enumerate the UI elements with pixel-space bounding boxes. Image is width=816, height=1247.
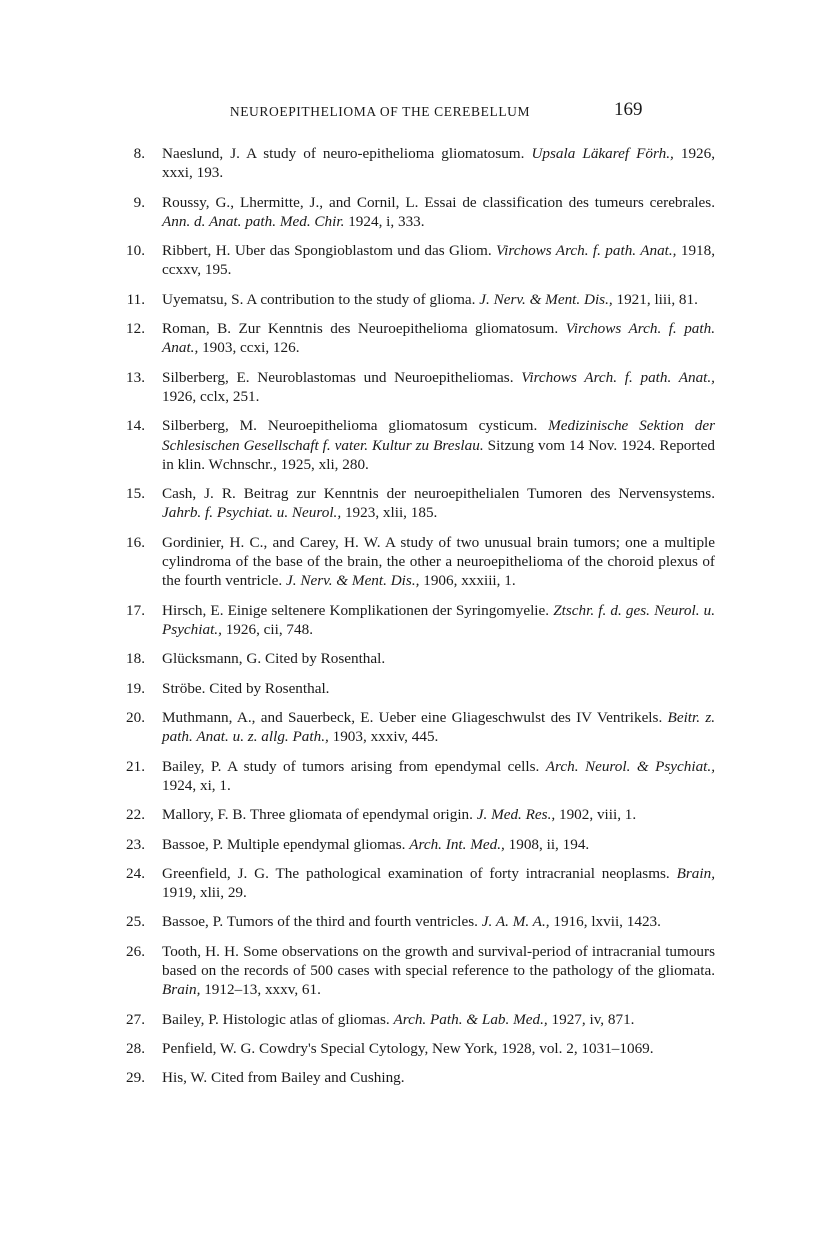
reference-journal: Arch. Int. Med., [409, 835, 505, 853]
reference-authors: Glücksmann, G. [162, 650, 262, 668]
reference-title: Some observations on the growth and survival-period of intracranial tumours based on the records of 500 cases with special reference to the pathology of the gliomata. [162, 942, 715, 980]
reference-item [115, 193, 715, 231]
reference-authors: His, W. [162, 1069, 208, 1087]
running-title: NEUROEPITHELIOMA OF THE CEREBELLUM [229, 104, 531, 119]
reference-list [115, 144, 715, 1098]
reference-item [115, 533, 715, 591]
page-number: 169 [614, 99, 643, 120]
reference-title: Zur Kenntnis des Neuroepithelioma gliomatosum. [238, 320, 559, 338]
reference-authors: Gordinier, H. C., and Carey, H. W. [162, 533, 381, 551]
reference-journal: J. Nerv. & Ment. Dis., [285, 572, 420, 590]
reference-item [115, 484, 715, 522]
reference-number: 18. [126, 650, 145, 668]
reference-item [115, 368, 715, 406]
reference-details: 1908, ii, 194. [508, 835, 590, 853]
reference-journal: J. Nerv. & Ment. Dis., [479, 290, 613, 308]
reference-title: Ueber eine Gliageschwulst des IV Ventrikels. [378, 708, 663, 726]
reference-journal: J. A. M. A., [481, 913, 550, 931]
reference-item [115, 912, 715, 931]
reference-details: Sitzung vom 14 Nov. 1924. Reported in klin. Wchnschr., 1925, xli, 280. [162, 436, 715, 473]
reference-details: 1903, ccxi, 126. [202, 339, 300, 357]
reference-journal: Ann. d. Anat. path. Med. Chir. [162, 212, 345, 230]
reference-authors: Naeslund, J. [162, 145, 240, 162]
reference-journal: Beitr. z. path. Anat. u. z. allg. Path., [162, 708, 716, 746]
reference-item [115, 416, 715, 474]
reference-authors: Hirsch, E. [162, 601, 224, 619]
reference-authors: Bassoe, P. [162, 913, 224, 931]
reference-journal: Upsala Läkaref Förh., [531, 145, 674, 162]
reference-authors: Muthmann, A., and Sauerbeck, E. [162, 708, 374, 726]
reference-details: 1921, liii, 81. [616, 290, 698, 308]
reference-title: Einige seltenere Komplikationen der Syringomyelie. [227, 601, 550, 619]
reference-authors: Bailey, P. [162, 1010, 219, 1028]
reference-authors: Greenfield, J. G. [162, 864, 269, 882]
reference-title: Cited by Rosenthal. [209, 679, 330, 697]
reference-authors: Ströbe. [162, 679, 206, 697]
reference-details: 1906, xxxiii, 1. [423, 572, 516, 590]
reference-item [115, 1068, 715, 1087]
reference-number: 26. [126, 942, 145, 960]
reference-journal: J. Med. Res., [476, 806, 556, 824]
reference-number: 17. [126, 601, 145, 619]
reference-title: Neuroblastomas und Neuroepitheliomas. [257, 368, 514, 386]
reference-details: 1919, xlii, 29. [162, 884, 247, 902]
reference-details: 1916, lxvii, 1423. [553, 913, 661, 931]
reference-title: Cited from Bailey and Cushing. [210, 1069, 405, 1087]
reference-details: 1924, i, 333. [348, 212, 425, 230]
reference-title: Histologic atlas of gliomas. [222, 1010, 390, 1028]
reference-title: Three gliomata of ependymal origin. [249, 806, 473, 824]
reference-item [115, 708, 715, 746]
reference-authors: Mallory, F. B. [162, 806, 247, 824]
reference-number: 14. [126, 417, 145, 435]
reference-journal: Jahrb. f. Psychiat. u. Neurol., [162, 504, 342, 522]
reference-journal: Ztschr. f. d. ges. Neurol. u. Psychiat., [162, 601, 716, 638]
reference-title: Beitrag zur Kenntnis der neuroepithelialen Tumoren des Nervensystems. [243, 485, 716, 503]
reference-number: 13. [126, 368, 145, 386]
reference-title: Essai de classification des tumeurs cerebrales. [424, 193, 715, 211]
reference-title: A study of two unusual brain tumors; one a multiple cylindroma of the base of the brain, the other a neuroepithelioma of the choroid plexus of the fourth ventricle. [162, 533, 715, 590]
reference-number: 9. [133, 193, 145, 211]
reference-title: Cited by Rosenthal. [264, 650, 386, 668]
reference-journal: Medizinische Sektion der Schlesischen Gesellschaft f. vater. Kultur zu Breslau. [162, 417, 715, 454]
reference-number: 10. [126, 242, 145, 260]
reference-item [115, 649, 715, 668]
reference-journal: Virchows Arch. f. path. Anat., [162, 320, 715, 357]
reference-item [115, 805, 715, 824]
reference-details: 1926, xxxi, 193. [162, 145, 716, 182]
reference-details: 1927, iv, 871. [551, 1010, 635, 1028]
reference-number: 8. [133, 145, 145, 162]
reference-journal: Arch. Neurol. & Psychiat., [545, 757, 715, 775]
reference-number: 12. [126, 320, 145, 338]
reference-number: 19. [126, 679, 145, 697]
reference-number: 15. [126, 485, 145, 503]
reference-title: Uber das Spongioblastom und das Gliom. [234, 242, 492, 260]
reference-journal: Virchows Arch. f. path. Anat., [496, 242, 677, 260]
reference-title: Multiple ependymal gliomas. [226, 835, 406, 853]
reference-item [115, 1010, 715, 1029]
reference-item [115, 942, 715, 1000]
reference-title: A study of neuro-epithelioma gliomatosum. [246, 145, 525, 162]
reference-number: 28. [126, 1040, 145, 1058]
reference-number: 22. [126, 806, 145, 824]
reference-journal: Brain, [162, 981, 201, 999]
reference-item [115, 601, 715, 639]
reference-journal: Arch. Path. & Lab. Med., [393, 1010, 548, 1028]
reference-item [115, 679, 715, 698]
reference-item [115, 241, 715, 279]
reference-journal: Virchows Arch. f. path. Anat., [521, 368, 715, 386]
reference-item [115, 864, 715, 902]
reference-authors: Ribbert, H. [162, 242, 231, 260]
reference-number: 29. [126, 1069, 145, 1087]
reference-item [115, 319, 715, 357]
reference-title: The pathological examination of forty intracranial neoplasms. [275, 864, 670, 882]
reference-authors: Bassoe, P. [162, 835, 224, 853]
reference-authors: Roussy, G., Lhermitte, J., and Cornil, L. [162, 193, 419, 211]
reference-title: A study of tumors arising from ependymal cells. [227, 757, 540, 775]
reference-title: Cowdry's Special Cytology, New York, 1928, vol. 2, 1031–1069. [259, 1040, 654, 1058]
reference-details: 1924, xi, 1. [162, 776, 231, 794]
reference-item [115, 290, 715, 309]
reference-details: 1918, ccxxv, 195. [162, 242, 716, 279]
reference-number: 27. [126, 1010, 145, 1028]
reference-details: 1902, viii, 1. [558, 806, 637, 824]
reference-details: 1912–13, xxxv, 61. [204, 981, 321, 999]
reference-details: 1926, cclx, 251. [162, 387, 260, 405]
reference-item [115, 1039, 715, 1058]
reference-authors: Tooth, H. H. [162, 942, 239, 960]
reference-authors: Silberberg, E. [162, 368, 250, 386]
reference-journal: Brain, [676, 864, 715, 882]
reference-authors: Roman, B. [162, 320, 232, 338]
reference-item [115, 835, 715, 854]
reference-number: 11. [126, 290, 145, 308]
reference-number: 16. [126, 533, 145, 551]
reference-item [115, 144, 715, 182]
reference-number: 21. [126, 757, 145, 775]
reference-authors: Cash, J. R. [162, 485, 236, 503]
reference-title: A contribution to the study of glioma. [246, 290, 476, 308]
reference-authors: Silberberg, M. [162, 417, 257, 435]
reference-title: Neuroepithelioma gliomatosum cysticum. [267, 417, 538, 435]
reference-details: 1923, xlii, 185. [344, 504, 438, 522]
reference-details: 1926, cii, 748. [225, 620, 314, 638]
reference-authors: Uyematsu, S. [162, 290, 244, 308]
reference-details: 1903, xxxiv, 445. [332, 728, 439, 746]
reference-authors: Penfield, W. G. [162, 1040, 256, 1058]
reference-number: 20. [126, 708, 145, 726]
reference-number: 25. [126, 913, 145, 931]
reference-number: 24. [126, 864, 145, 882]
reference-title: Tumors of the third and fourth ventricles. [226, 913, 478, 931]
reference-authors: Bailey, P. [162, 757, 222, 775]
reference-number: 23. [126, 835, 145, 853]
reference-item [115, 757, 715, 795]
